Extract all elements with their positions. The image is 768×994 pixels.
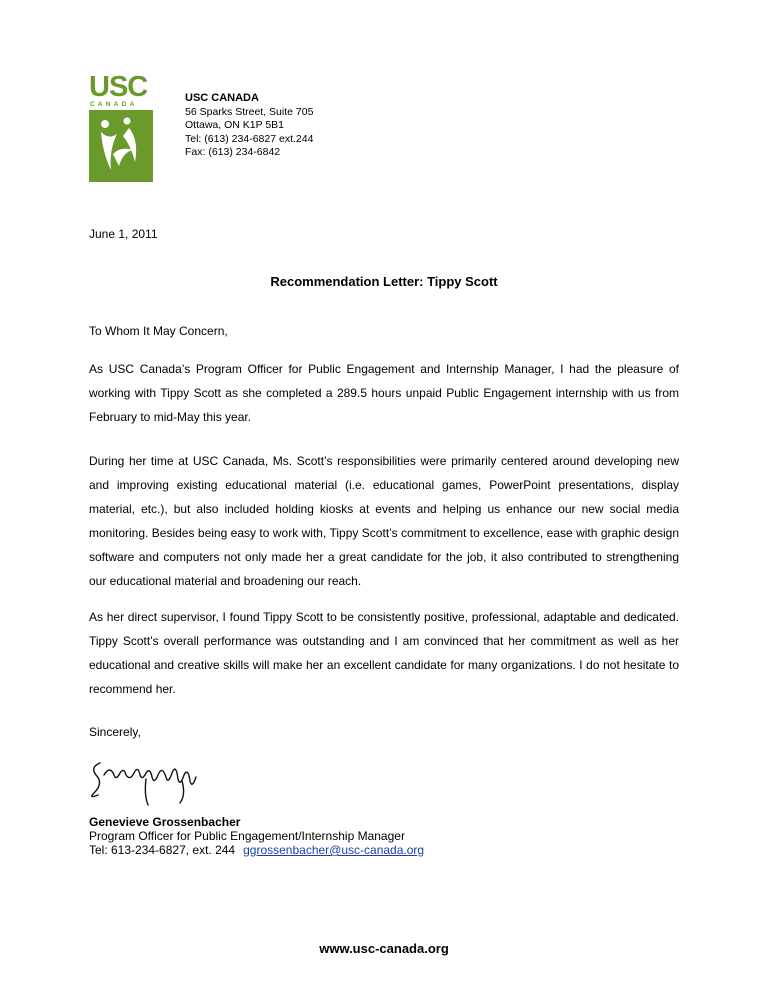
usc-canada-logo xyxy=(89,73,155,183)
address-line: 56 Sparks Street, Suite 705 xyxy=(185,105,314,118)
salutation: To Whom It May Concern, xyxy=(89,324,228,338)
closing: Sincerely, xyxy=(89,725,141,739)
address-line: Fax: (613) 234-6842 xyxy=(185,146,281,158)
signer-contact xyxy=(89,843,424,857)
address-line: Tel: (613) 234-6827 ext.244 xyxy=(185,132,314,145)
signer-email-link[interactable]: ggrossenbacher@usc-canada.org xyxy=(243,843,425,857)
logo-figure-icon xyxy=(89,110,153,182)
signer-tel: Tel: 613-234-6827, ext. 244 xyxy=(89,843,236,857)
letter-date: June 1, 2011 xyxy=(89,227,158,241)
body-paragraph: As USC Canada’s Program Officer for Public Engagement and Internship Manager, I had the pleasure of working with Tippy Scott as she completed a 289.5 hours unpaid Public Engagement internship with us from February to mid-May this year. xyxy=(89,362,679,424)
org-name: USC CANADA xyxy=(185,92,259,104)
logo-usc-text: USC xyxy=(89,71,148,103)
body-paragraph: As her direct supervisor, I found Tippy Scott to be consistently positive, professional, adaptable and dedicated. Tippy Scott’s overall performance was outstanding and I am convinced that her commitment as well as her educational and creative skills will make her an excellent candidate for many organizations. I do not hesitate to recommend her. xyxy=(89,610,679,696)
footer-website[interactable]: www.usc-canada.org xyxy=(319,941,449,956)
signer-title: Program Officer for Public Engagement/Internship Manager xyxy=(89,829,405,843)
body-paragraph: During her time at USC Canada, Ms. Scott’s responsibilities were primarily centered around developing new and improving existing educational material (i.e. educational games, PowerPoint presentations, display material, etc.), but also included holding kiosks at events and helping us enhance our new social media monitoring. Besides being easy to work with, Tippy Scott’s commitment to excellence, ease with graphic design software and computers not only made her a great candidate for the job, it also contributed to strengthening our educational material and broadening our reach. xyxy=(89,454,679,588)
address-line: Ottawa, ON K1P 5B1 xyxy=(185,119,285,131)
signer-name: Genevieve Grossenbacher xyxy=(89,815,241,829)
sender-address xyxy=(185,92,313,160)
handwritten-signature xyxy=(86,745,206,811)
signer-block xyxy=(89,815,424,857)
letter-title: Recommendation Letter: Tippy Scott xyxy=(270,274,498,289)
logo-canada-text: CANADA xyxy=(90,101,138,108)
